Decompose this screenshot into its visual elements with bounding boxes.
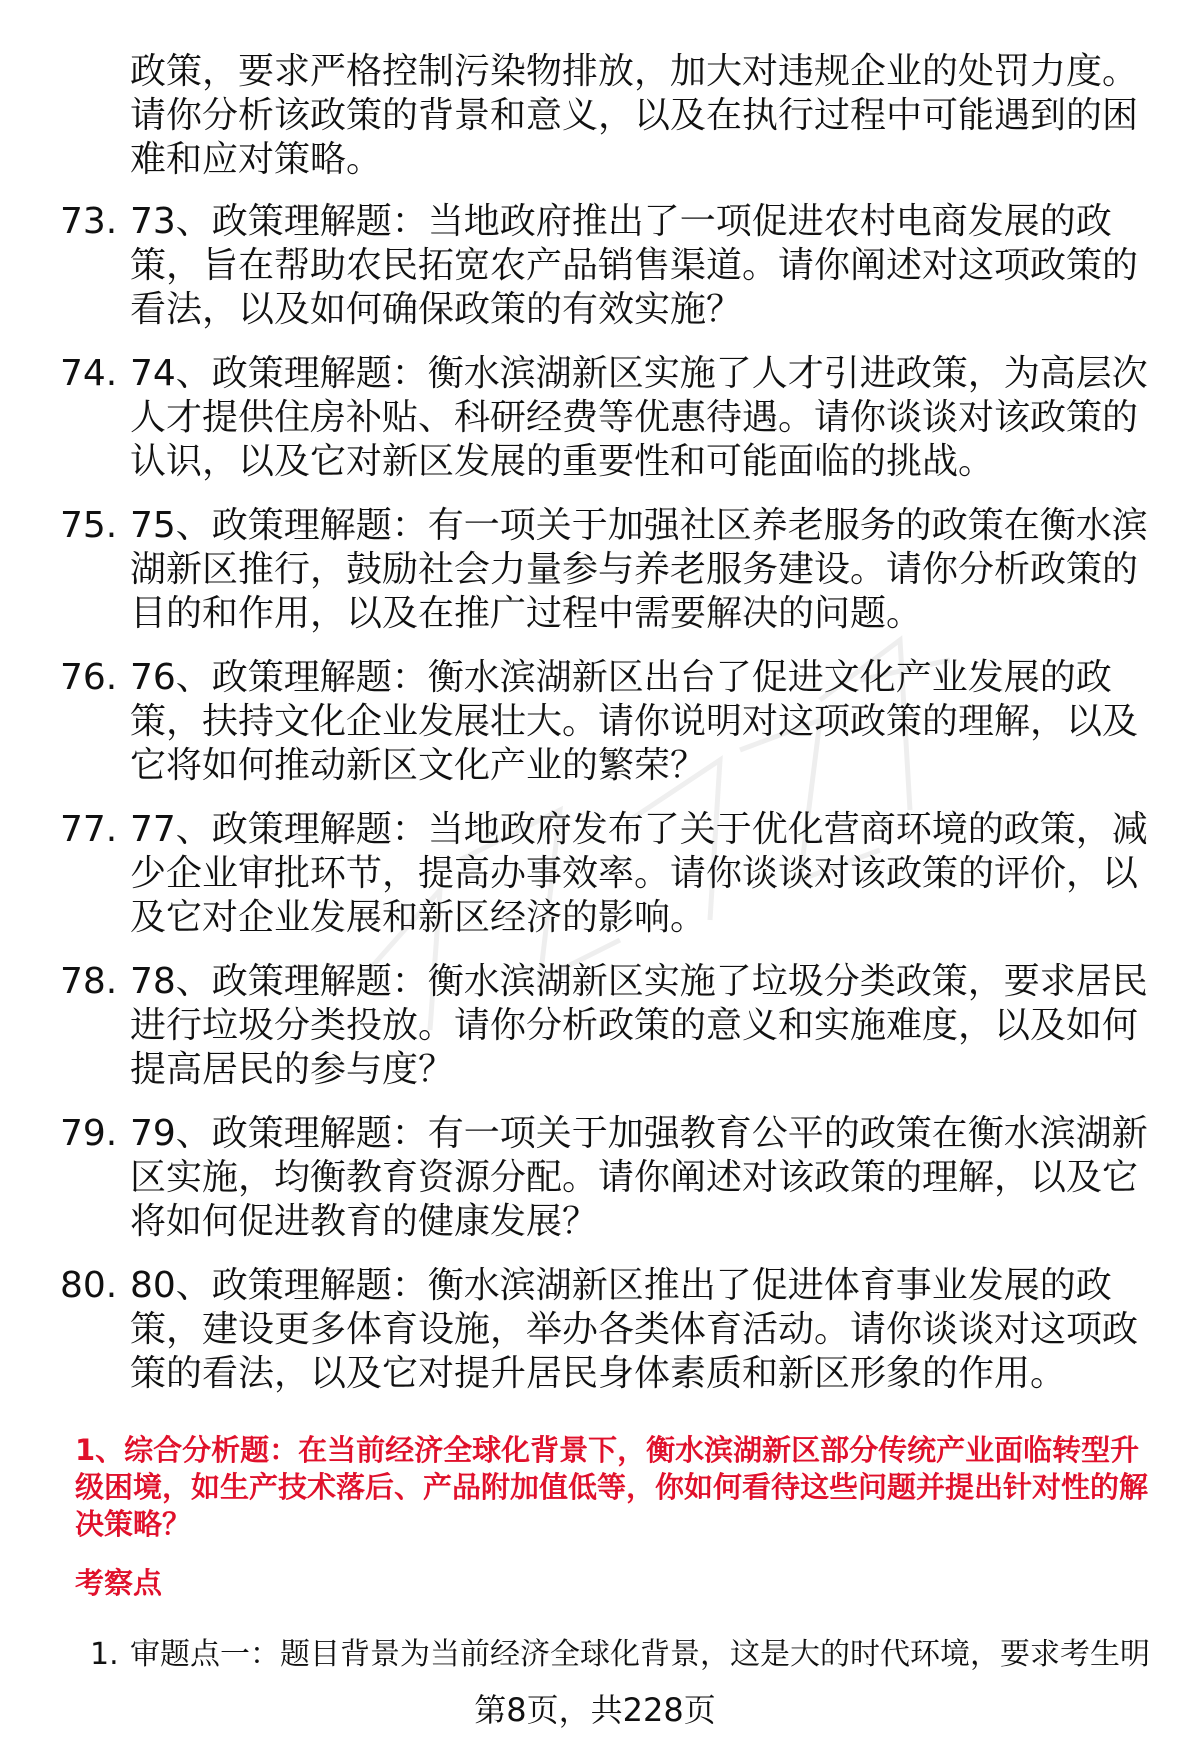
question-number: 77. (60, 809, 118, 850)
question-number: 78. (60, 961, 118, 1002)
question-number: 73. (60, 201, 118, 242)
question-text: 80、政策理解题：衡水滨湖新区推出了促进体育事业发展的政策，建设更多体育设施，举办各类体育活动。请你谈谈对这项政策的看法，以及它对提升居民身体素质和新区形象的作用。 (130, 1265, 1139, 1394)
analysis-question: 1、综合分析题：在当前经济全球化背景下，衡水滨湖新区部分传统产业面临转型升级困境，如生产技术落后、产品附加值低等，你如何看待这些问题并提出针对性的解决策略？ (75, 1433, 1149, 1541)
question-item (60, 808, 1150, 940)
question-text: 75、政策理解题：有一项关于加强社区养老服务的政策在衡水滨湖新区推行，鼓励社会力量参与养老服务建设。请你分析政策的目的和作用，以及在推广过程中需要解决的问题。 (130, 505, 1148, 634)
question-item (60, 1112, 1150, 1244)
question-text: 74、政策理解题：衡水滨湖新区实施了人才引进政策，为高层次人才提供住房补贴、科研经费等优惠待遇。请你谈谈对该政策的认识，以及它对新区发展的重要性和可能面临的挑战。 (130, 353, 1148, 482)
question-continuation: 政策，要求严格控制污染物排放，加大对违规企业的处罚力度。请你分析该政策的背景和意义，以及在执行过程中可能遇到的困难和应对策略。 (130, 51, 1139, 180)
question-text: 79、政策理解题：有一项关于加强教育公平的政策在衡水滨湖新区实施，均衡教育资源分配。请你阐述对该政策的理解，以及它将如何促进教育的健康发展？ (130, 1113, 1148, 1242)
question-item (60, 1264, 1150, 1396)
question-item (60, 504, 1150, 636)
question-item (60, 200, 1150, 332)
page-footer: 第8页，共228页 (474, 1691, 716, 1729)
question-item (60, 352, 1150, 484)
question-list (60, 200, 1150, 1416)
question-number: 76. (60, 657, 118, 698)
exam-point-number: 1. (90, 1637, 119, 1672)
question-text: 73、政策理解题：当地政府推出了一项促进农村电商发展的政策，旨在帮助农民拓宽农产品销售渠道。请你阐述对这项政策的看法，以及如何确保政策的有效实施？ (130, 201, 1139, 330)
question-item (60, 656, 1150, 788)
exam-point-text: 审题点一：题目背景为当前经济全球化背景，这是大的时代环境，要求考生明 (130, 1637, 1150, 1672)
question-number: 74. (60, 353, 118, 394)
question-text: 76、政策理解题：衡水滨湖新区出台了促进文化产业发展的政策，扶持文化企业发展壮大。请你说明对这项政策的理解，以及它将如何推动新区文化产业的繁荣？ (130, 657, 1139, 786)
question-text: 77、政策理解题：当地政府发布了关于优化营商环境的政策，减少企业审批环节，提高办事效率。请你谈谈对该政策的评价，以及它对企业发展和新区经济的影响。 (130, 809, 1148, 938)
question-number: 75. (60, 505, 118, 546)
question-number: 80. (60, 1265, 118, 1306)
section-heading: 考察点 (75, 1566, 163, 1600)
question-item (60, 960, 1150, 1092)
exam-point-item (90, 1635, 1160, 1675)
question-text: 78、政策理解题：衡水滨湖新区实施了垃圾分类政策，要求居民进行垃圾分类投放。请你分析政策的意义和实施难度，以及如何提高居民的参与度？ (130, 961, 1148, 1090)
question-number: 79. (60, 1113, 118, 1154)
